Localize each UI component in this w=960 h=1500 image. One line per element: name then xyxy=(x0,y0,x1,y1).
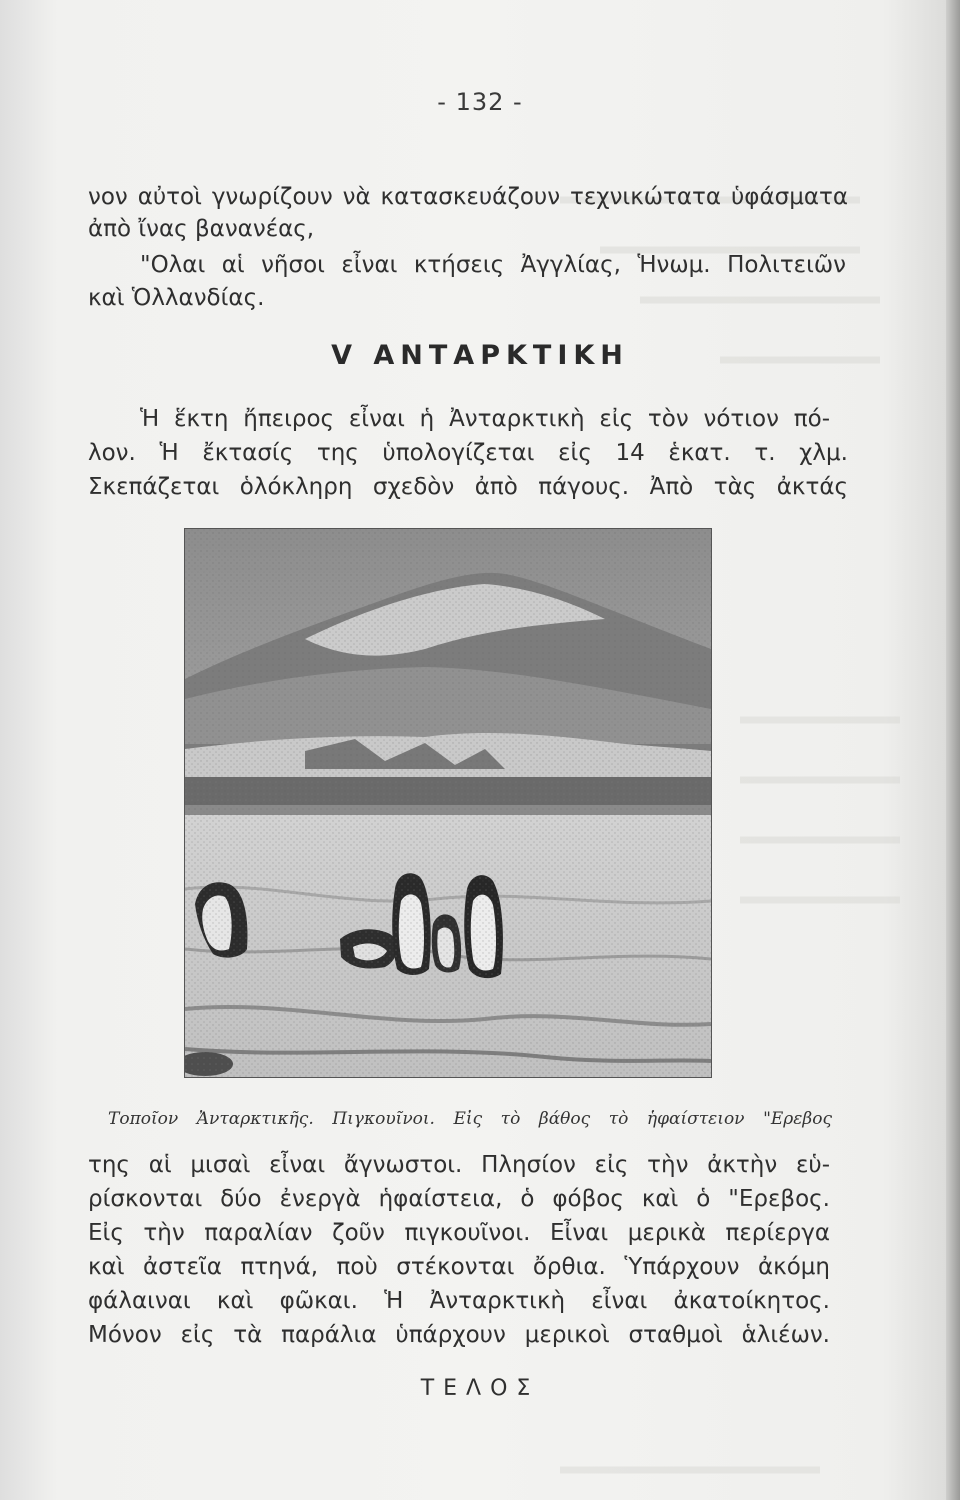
intro-line: "Ολαι αἱ νῆσοι εἶναι κτήσεις Ἀγγλίας, Ἡνωμ. Πολιτειῶν xyxy=(140,252,846,278)
intro-line: νον αὐτοὶ γνωρίζουν νὰ κατασκευάζουν τεχνικώτατα ὑφάσματα xyxy=(88,184,848,210)
closing-line: καὶ ἀστεῖα πτηνά, ποὺ στέκονται ὄρθια. Ὑπάρχουν ἀκόμη xyxy=(88,1254,830,1280)
antarctic-penguins-photo xyxy=(184,528,712,1078)
photo-illustration xyxy=(185,529,711,1077)
section-line: Σκεπάζεται ὁλόκληρη σχεδὸν ἀπὸ πάγους. Ἀπὸ τὰς ἀκτάς xyxy=(88,474,848,500)
closing-line: ρίσκονται δύο ἐνεργὰ ἡφαίστεια, ὁ φόβος καὶ ὁ "Ερεβος. xyxy=(88,1186,830,1212)
photo-caption: Τοποῖον Ἀνταρκτικῆς. Πιγκουῖνοι. Εἰς τὸ βάθος τὸ ἡφαίστειον "Ερεβος xyxy=(108,1109,832,1129)
closing-line: της αἱ μισαὶ εἶναι ἄγνωστοι. Πλησίον εἰς τὴν ἀκτὴν εὑ- xyxy=(88,1152,830,1178)
closing-line: Εἰς τὴν παραλίαν ζοῦν πιγκουῖνοι. Εἶναι μερικὰ περίεργα xyxy=(88,1220,830,1246)
section-heading: V ΑΝΤΑΡΚΤΙΚΗ xyxy=(331,340,629,371)
closing-line: Μόνον εἰς τὰ παράλια ὑπάρχουν μερικοὶ σταθμοὶ ἁλιέων. xyxy=(88,1322,830,1348)
intro-line: καὶ Ὁλλανδίας. xyxy=(88,285,265,311)
end-mark: ΤΕΛΟΣ xyxy=(420,1376,540,1401)
intro-line: ἀπὸ ἴνας βανανέας, xyxy=(88,216,315,242)
page-number: - 132 - xyxy=(437,88,523,116)
page-edge xyxy=(946,0,960,1500)
closing-line: φάλαιναι καὶ φῶκαι. Ἡ Ἀνταρκτικὴ εἶναι ἀκατοίκητος. xyxy=(88,1288,830,1314)
section-line: λον. Ἡ ἔκτασίς της ὑπολογίζεται εἰς 14 ἑκατ. τ. χλμ. xyxy=(88,440,848,466)
section-line: Ἡ ἕκτη ἤπειρος εἶναι ἡ Ἀνταρκτικὴ εἰς τὸν νότιον πό- xyxy=(140,406,830,432)
